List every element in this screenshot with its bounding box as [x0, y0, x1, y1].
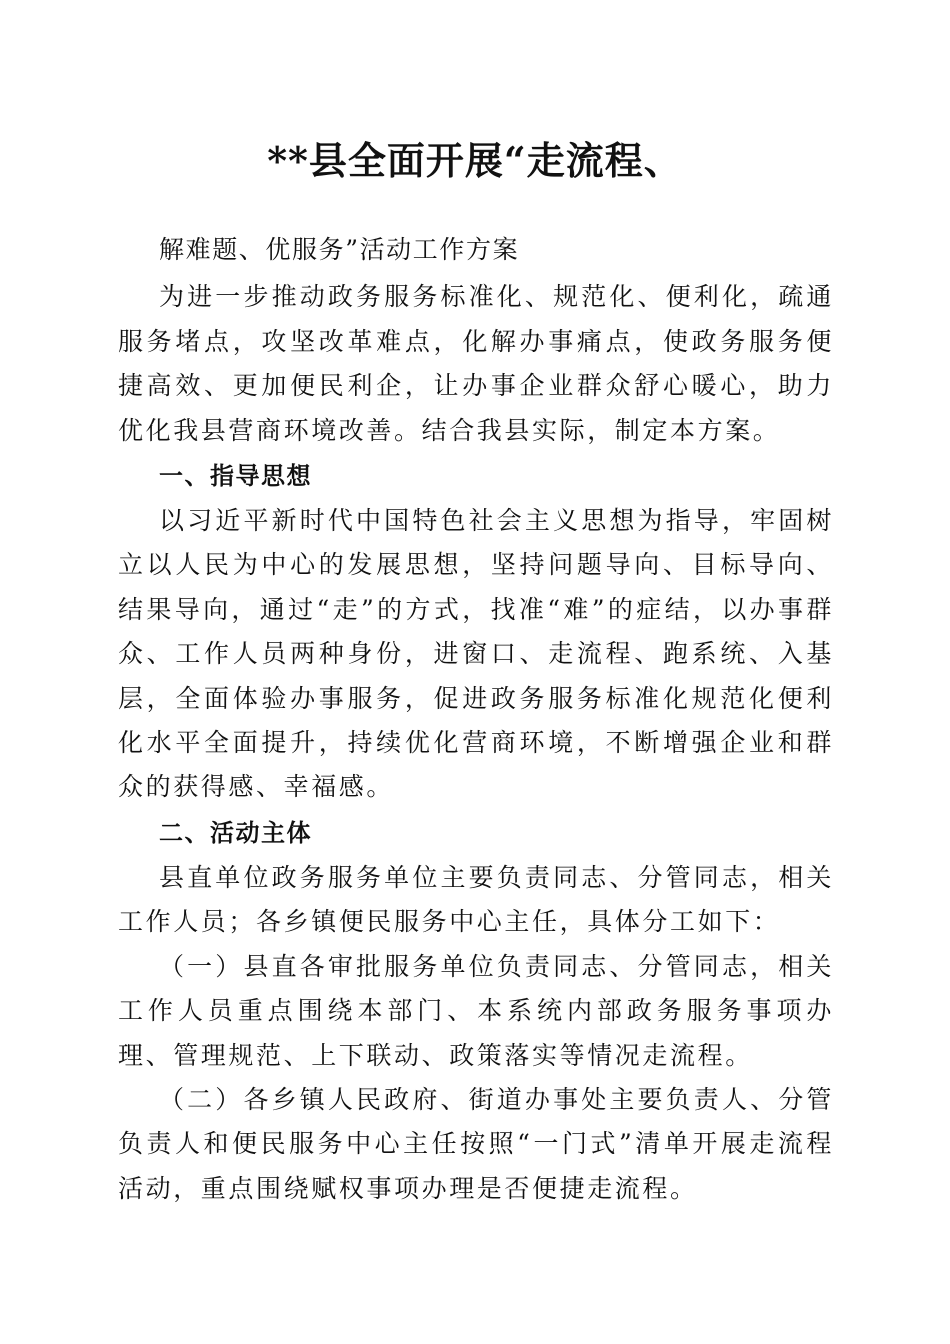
section-paragraph-guiding-ideology: 以习近平新时代中国特色社会主义思想为指导，牢固树立以人民为中心的发展思想，坚持问题导向、目标导向、结果导向，通过“走”的方式，找准“难”的症结，以办事群众、工作人员两种身份，进窗口、走流程、跑系统、入基层，全面体验办事服务，促进政务服务标准化规范化便利化水平全面提升，持续优化营商环境，不断增强企业和群众的获得感、幸福感。 — [118, 506, 834, 802]
document-title: **县全面开展“走流程、 — [267, 138, 683, 183]
subsection-item-townships: （二）各乡镇人民政府、街道办事处主要负责人、分管负责人和便民服务中心主任按照“一门式”清单开展走流程活动，重点围绕赋权事项办理是否便捷走流程。 — [118, 1084, 834, 1203]
section-heading-activity-subjects: 二、活动主体 — [159, 818, 312, 847]
section-paragraph-activity-subjects: 县直单位政务服务单位主要负责同志、分管同志，相关工作人员；各乡镇便民服务中心主任，具体分工如下： — [118, 862, 834, 937]
document-body — [118, 228, 834, 1211]
section-heading-guiding-ideology: 一、指导思想 — [159, 462, 312, 491]
document-subtitle: 解难题、优服务”活动工作方案 — [159, 235, 520, 264]
subsection-item-county-units: （一）县直各审批服务单位负责同志、分管同志，相关工作人员重点围绕本部门、本系统内部政务服务事项办理、管理规范、上下联动、政策落实等情况走流程。 — [118, 951, 834, 1070]
intro-paragraph: 为进一步推动政务服务标准化、规范化、便利化，疏通服务堵点，攻坚改革难点，化解办事痛点，使政务服务便捷高效、更加便民利企，让办事企业群众舒心暖心，助力优化我县营商环境改善。结合我县实际，制定本方案。 — [118, 282, 834, 445]
